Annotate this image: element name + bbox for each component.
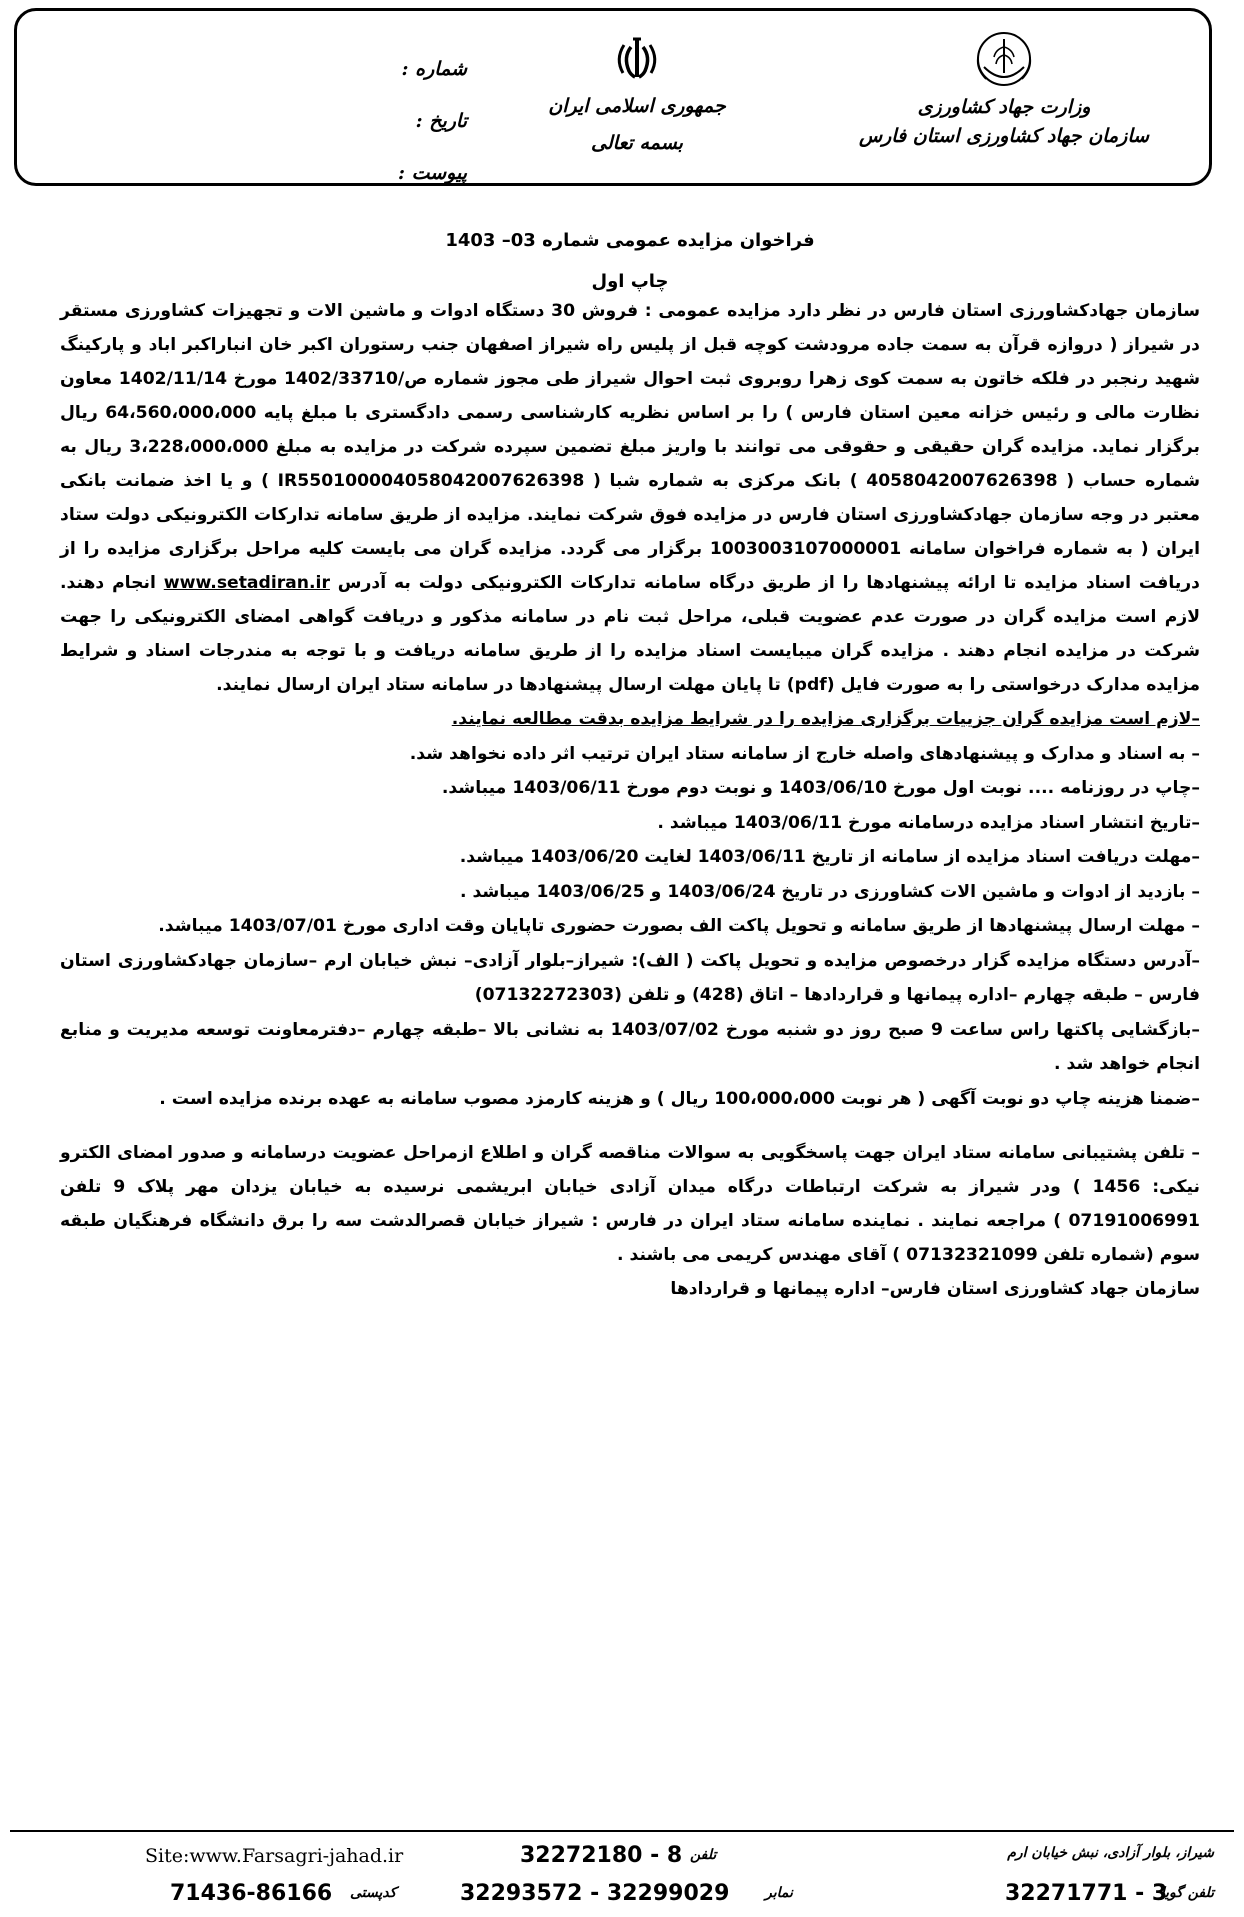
document-body: [60, 230, 1200, 1306]
website-link[interactable]: www.setadiran.ir: [163, 573, 330, 593]
footer: [0, 1835, 1244, 1917]
footer-phone: 32272180 - 8: [520, 1843, 683, 1868]
signature: سازمان جهاد کشاورزی استان فارس– اداره پیمانها و قراردادها: [670, 1279, 1200, 1299]
support-paragraph: – تلفن پشتیبانی سامانه ستاد ایران جهت پاسخگویی به سوالات مناقصه گران و اطلاع ازمراحل عضویت درسامانه و صدور امضای الکترو نیکی: 1456 ) ودر شیراز به شرکت ارتباطات درگاه میدان آزادی خیابان ابریشمی نرسیده به خیابان یزدان مهر پلاک 9 تلفن 07191006991 ) مراجعه نمایند . نماینده سامانه ستاد ایران در فارس : شیراز خیابان قصرالدشت سه را برق دانشگاه فرهنگیان طبقه سوم (شماره تلفن 07132321099 ) آقای مهندس کریمی می باشند .: [60, 1143, 1200, 1265]
list-item: – بازدید از ادوات و ماشین الات کشاورزی در تاریخ 1403/06/24 و 1403/06/25 میباشد .: [459, 881, 1200, 902]
document-subtitle: چاپ اول: [591, 271, 669, 292]
footer-ivr-phone: 32271771 - 3: [1005, 1881, 1168, 1906]
list-item: –آدرس دستگاه مزایده گزار درخصوص مزایده و تحویل پاکت ( الف): شیراز–بلوار آزادی– نبش خیابان ارم –سازمان جهادکشاورزی استان فارس – طبقه چهارم –اداره پیمانها و قراردادها – اتاق (428) و تلفن (07132272303): [60, 950, 1200, 1005]
footer-fax-label: نمابر: [765, 1885, 793, 1901]
list-item: – مهلت ارسال پیشنهادها از طریق سامانه و تحویل پاکت الف بصورت حضوری تاپایان وقت اداری مورخ 1403/07/01 میباشد.: [158, 916, 1200, 936]
footer-phone-label: تلفن: [690, 1847, 717, 1863]
letterhead: [14, 8, 1212, 186]
list-item: –بازگشایی پاکتها راس ساعت 9 صبح روز دو شنبه مورخ 1403/07/02 به نشانی بالا –طبقه چهارم –دفترمعاونت توسعه مدیریت و منابع انجام خواهد شد .: [60, 1019, 1201, 1074]
reference-fields: [357, 43, 467, 199]
number-label: شماره :: [401, 58, 467, 80]
footer-ivr-label: تلفن گویا: [1160, 1885, 1214, 1901]
spacer: [60, 1116, 1200, 1136]
attachment-label: پیوست :: [397, 162, 467, 184]
footer-website[interactable]: Site:www.Farsagri-jahad.ir: [145, 1845, 404, 1867]
list-item: – به اسناد و مدارک و پیشنهادهای واصله خارج از سامانه ستاد ایران ترتیب اثر داده نخواهد شد.: [409, 743, 1200, 764]
footer-address: شیراز، بلوار آزادی، نبش خیابان ارم: [1007, 1845, 1214, 1861]
jahad-keshavarzi-logo-icon: [972, 29, 1036, 91]
republic-name: جمهوری اسلامی ایران: [548, 95, 726, 117]
intro-continuation: انجام دهند. لازم است مزایده گران در صورت عدم عضویت قبلی، مراحل ثبت نام در سامانه مذکور و دریافت گواهی امضای الکترونیکی را جهت شرکت در مزایده انجام دهند . مزایده گران میبایست اسناد مزایده را از طریق سامانه دریافت و با توجه به مندرجات اسناد و شرایط مزایده مدارک درخواستی را به صورت فایل (pdf) تا پایان مهلت ارسال پیشنهادها در سامانه ستاد ایران ارسال نمایند.: [60, 573, 1200, 695]
date-label: تاریخ :: [415, 110, 467, 132]
ministry-name: وزارت جهاد کشاورزی: [917, 96, 1091, 118]
footer-fax: 32293572 - 32299029: [460, 1881, 730, 1906]
list-item: –لازم است مزایده گران جزییات برگزاری مزایده را در شرایط مزایده بدقت مطالعه نمایند.: [451, 709, 1200, 729]
list-item: –چاپ در روزنامه .... نوبت اول مورخ 1403/06/10 و نوبت دوم مورخ 1403/06/11 میباشد.: [441, 778, 1200, 798]
footer-postal-code: 71436-86166: [170, 1881, 333, 1906]
document-title: فراخوان مزایده عمومی شماره 03– 1403: [445, 230, 815, 251]
bismillah: بسمه تعالی: [591, 132, 683, 154]
footer-postal-label: کدپستی: [350, 1885, 397, 1901]
intro-text: سازمان جهادکشاورزی استان فارس در نظر دارد مزایده عمومی : فروش 30 دستگاه ادوات و ماشین الات و تجهیزات کشاورزی مستقر در شیراز ( دروازه قرآن به سمت جاده مرودشت کوچه قبل از پلیس راه شیراز اصفهان جنب رستوران اکبر خان انباراکبر اباد و پارکینگ شهید رنجبر در فلکه خاتون به سمت کوی زهرا روبروی ثبت احوال شیراز طی مجوز شماره ص/1402/33710 مورخ 1402/11/14 معاون نظارت مالی و رئیس خزانه معین استان فارس ) را بر اساس نظریه کارشناسی رسمی دادگستری با مبلغ پایه 64،560،000،000 ریال برگزار نماید. مزایده گران حقیقی و حقوقی می توانند با واریز مبلغ تضمین سپرده شرکت در مزایده به مبلغ 3،228،000،000 ریال به شماره حساب ( 4058042007626398 ) بانک مرکزی به شماره شبا ( IR550100004058042007626398 ) و یا اخذ ضمانت بانکی معتبر در وجه سازمان جهادکشاورزی استان فارس در مزایده فوق شرکت نمایند. مزایده از طریق سامانه تدارکات الکترونیکی دولت ستاد ایران ( به شماره فراخوان سامانه 1003003107000001 برگزار می گردد. مزایده گران می بایست کلیه مراحل برگزاری مزایده را از دریافت اسناد مزایده تا ارائه پیشنهادها را از طریق درگاه سامانه تدارکات الکترونیکی دولت به آدرس: [60, 301, 1201, 593]
list-item: –ضمنا هزینه چاپ دو نوبت آگهی ( هر نوبت 100،000،000 ریال ) و هزینه کارمزد مصوب سامانه به عهده برنده مزایده است .: [159, 1088, 1200, 1109]
organization-block: [839, 29, 1169, 151]
organization-name: سازمان جهاد کشاورزی استان فارس: [858, 125, 1150, 147]
footer-divider: [10, 1830, 1234, 1832]
list-item: –تاریخ انتشار اسناد مزایده درسامانه مورخ 1403/06/11 میباشد .: [657, 812, 1200, 833]
republic-block: [537, 33, 737, 163]
iran-emblem-icon: [611, 33, 663, 85]
list-item: –مهلت دریافت اسناد مزایده از سامانه از تاریخ 1403/06/11 لغایت 1403/06/20 میباشد.: [459, 847, 1200, 867]
intro-paragraph: [60, 294, 1200, 702]
